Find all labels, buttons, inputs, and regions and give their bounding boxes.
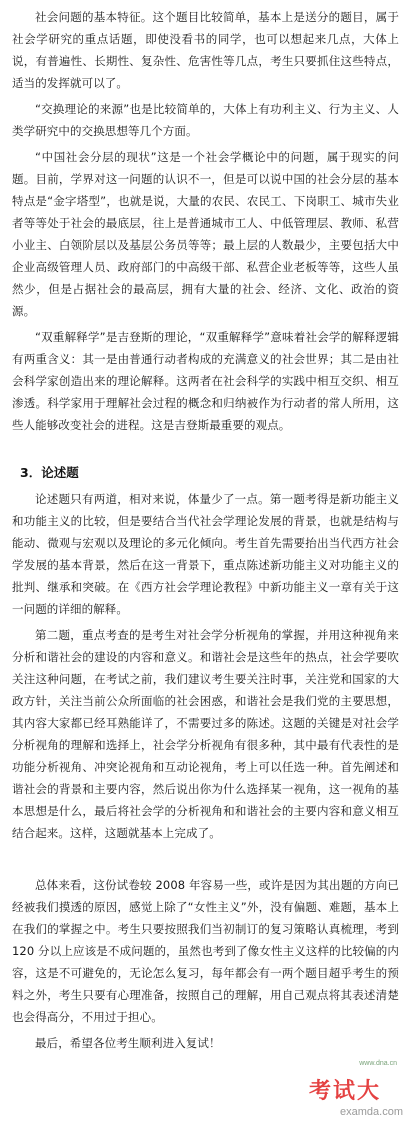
- watermark-logo: 考试大: [308, 1079, 381, 1104]
- paragraph-social-problem-features: 社会问题的基本特征。这个题目比较简单，基本上是送分的题目，属于社会学研究的重点话题，即使没看书的同学，也可以想起来几点，大体上说，有普遍性、长期性、复杂性、危害性等几点，考生只要抓住这些特点，适当的发挥就可以了。: [12, 10, 399, 90]
- paragraph-china-social-stratification: “中国社会分层的现状”这是一个社会学概论中的问题，属于现实的问题。目前，学界对这一问题的认识不一，但是可以说中国的社会分层的基本特点是“金字塔型”，也就是说，大量的农民、农民工、下岗职工、城市失业者等等处于社会的最底层，往上是普通城市工人、中低管理层、教师、私营小业主、白领阶层以及基层公务员等等；最上层的人数最少，主要包括大中企业高级管理人员、政府部门的中高级干部、私营企业老板等等，这些人虽然少，但是占据社会的最高层，拥有大量的社会、经济、文化、政治的资源。: [12, 150, 399, 318]
- watermark-domain: examda.com: [340, 1106, 403, 1118]
- paragraph-overall-summary: 总体来看，这份试卷较 2008 年容易一些，或许是因为其出题的方向已经被我们摸透的原因，感觉上除了“女性主义”外，没有偏题、难题，基本上在我们的掌握之中。考生只要按照我们当初制订的复习策略认真梳理，考到 120 分以上应该是不成问题的，虽然也考到了像女性主义这样的比较偏的内容，这是不可避免的，无论怎么复习，每年都会有一两个题目超乎考生的预料之外，考生只要有心理准备，按照自己的理解，用自己观点将其表述清楚也会得高分，不用过于担心。: [12, 878, 399, 1024]
- watermark: [285, 1060, 403, 1118]
- paragraph-essay-question-one: 论述题只有两道，相对来说，体量少了一点。第一题考得是新功能主义和功能主义的比较，但是要结合当代社会学理论发展的背景，也就是结构与能动、微观与宏观以及理论的多元化倾向。考生首先需要抬出当代西方社会学发展的基本背景，然后在这一背景下，重点陈述新功能主义对功能主义的批判、继承和突破。在《西方社会学理论教程》中新功能主义一章有关于这一问题的详细的解释。: [12, 492, 399, 616]
- paragraph-closing-wish: 最后，希望各位考生顺利进入复试！: [35, 1036, 221, 1050]
- paragraph-double-hermeneutics: “双重解释学”是吉登斯的理论，“双重解释学”意味着社会学的解释逻辑有两重含义：其一是由普通行动者构成的充满意义的社会世界；其二是由社会科学家创造出来的理论解释。这两者在社会科学的实践中相互交织、相互渗透。科学家用于理解社会过程的概念和归纳被作为行动者的常人所用，这些人能够改变社会的进程。这是吉登斯最重要的观点。: [12, 330, 399, 432]
- paragraph-exchange-theory-origins: “交换理论的来源”也是比较简单的，大体上有功利主义、行为主义、人类学研究中的交换思想等几个方面。: [12, 102, 399, 138]
- paragraph-essay-question-two: 第二题，重点考查的是考生对社会学分析视角的掌握，并用这种视角来分析和谐社会的建设的内容和意义。和谐社会是这些年的热点，社会学要吹关注这种问题，在考试之前，我们建议考生要关注时事，关注党和国家的大政方针，关注当前公众所面临的社会困惑，和谐社会是我们党的主要思想，其内容大家都已经耳熟能详了，不需要过多的陈述。这题的关键是对社会学分析视角的理解和选择上，社会学分析视角有很多种，其中最有代表性的是功能分析视角、冲突论视角和互动论视角，考上可以任选一种。首先阐述和谐社会的背景和主要内容，然后说出你为什么选择某一视角，这一视角的基本思想是什么，最后将社会学的分析视角和和谐社会的主要内容和意义相互结合起来。这样，这题就基本上完成了。: [12, 628, 399, 840]
- watermark-site-text: www.dna.cn: [359, 1060, 397, 1067]
- section-heading-essay: 3．论述题: [20, 465, 79, 480]
